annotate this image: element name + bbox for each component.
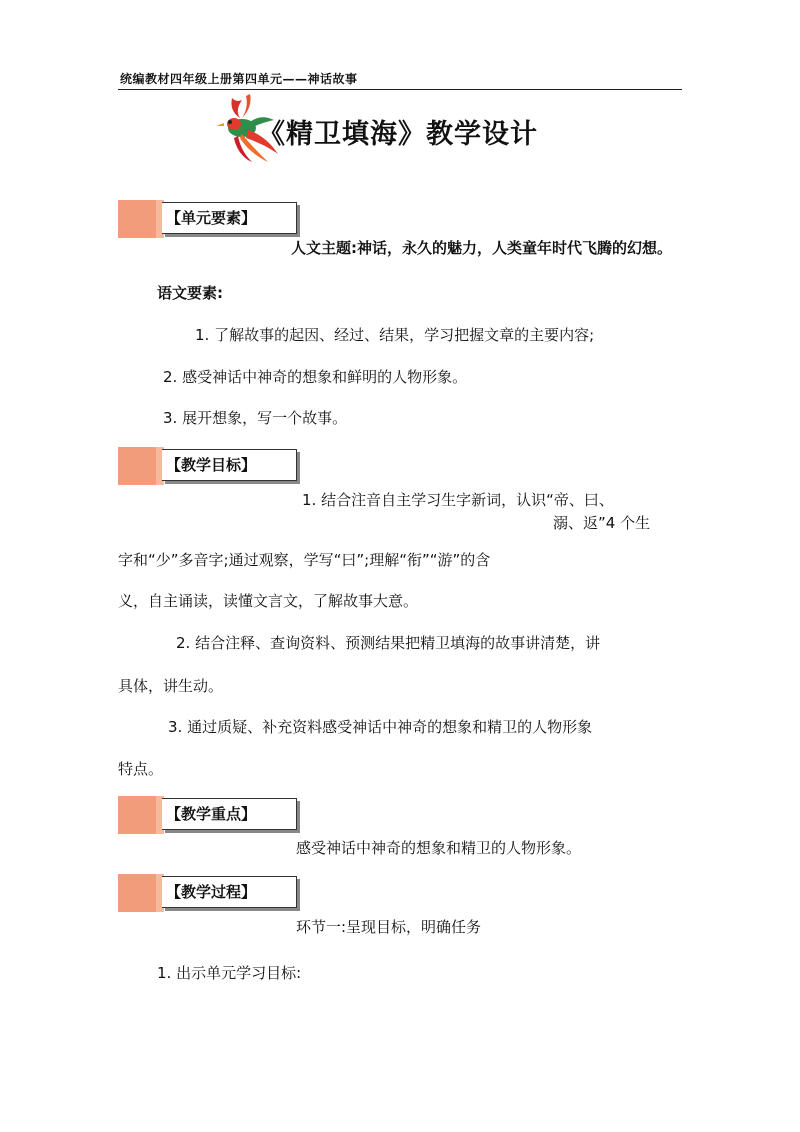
goal-1-line-1: 1. 结合注音自主学习生字新词，认识“帝、曰、	[302, 491, 614, 509]
process-step-1: 环节一:呈现目标，明确任务	[296, 918, 482, 936]
page-header: 统编教材四年级上册第四单元——神话故事	[120, 72, 358, 86]
section-unit-elements	[118, 200, 298, 238]
unit-theme: 人文主题:神话，永久的魅力，人类童年时代飞腾的幻想。	[291, 239, 673, 257]
process-item-1: 1. 出示单元学习目标:	[157, 964, 302, 982]
goal-3-line-1: 3. 通过质疑、补充资料感受神话中神奇的想象和精卫的人物形象	[168, 718, 593, 736]
section-teaching-goals	[118, 447, 298, 485]
unit-item-3: 3. 展开想象，写一个故事。	[163, 409, 348, 427]
section-label: 【教学重点】	[162, 798, 297, 830]
section-teaching-process	[118, 874, 298, 912]
section-label: 【单元要素】	[162, 202, 297, 234]
section-label: 【教学过程】	[162, 876, 297, 908]
unit-item-1: 1. 了解故事的起因、经过、结果，学习把握文章的主要内容;	[195, 326, 595, 344]
section-label: 【教学目标】	[162, 449, 297, 481]
goal-1-line-2: 溺、返”4 个生	[553, 514, 651, 532]
goal-2-line-1: 2. 结合注释、查询资料、预测结果把精卫填海的故事讲清楚，讲	[176, 634, 601, 652]
header-rule	[118, 89, 682, 90]
unit-item-2: 2. 感受神话中神奇的想象和鲜明的人物形象。	[163, 368, 468, 386]
goal-3-line-2: 特点。	[118, 760, 164, 778]
page-title: 《精卫填海》教学设计	[258, 119, 538, 150]
unit-lang-label: 语文要素:	[157, 284, 223, 302]
section-teaching-key	[118, 796, 298, 834]
key-text: 感受神话中神奇的想象和精卫的人物形象。	[296, 839, 582, 857]
goal-1-line-3: 字和“少”多音字;通过观察，学写“曰”;理解“衔”“游”的含	[118, 551, 491, 569]
goal-2-line-2: 具体，讲生动。	[118, 677, 224, 695]
goal-1-line-4: 义，自主诵读，读懂文言文，了解故事大意。	[118, 592, 419, 610]
